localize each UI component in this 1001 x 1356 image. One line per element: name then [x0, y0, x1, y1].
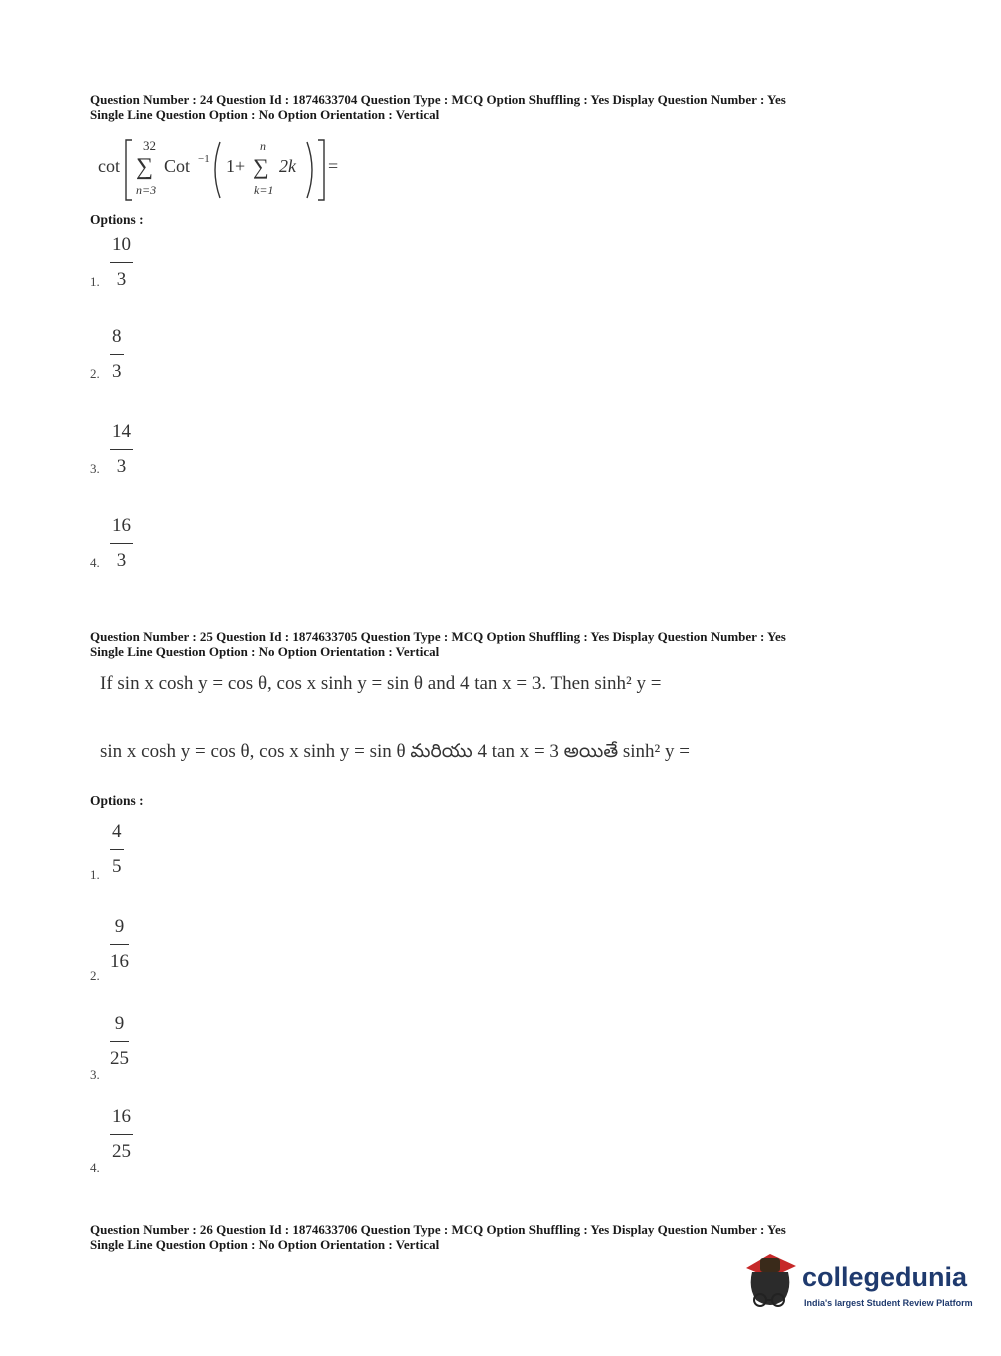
question-meta-line1: Question Number : 25 Question Id : 1874633705 Question Type : MCQ Option Shuffling : Yes Display Question Number : Yes	[90, 629, 786, 644]
formula-cot: cot	[98, 156, 120, 176]
question-meta-line2: Single Line Question Option : No Option Orientation : Vertical	[90, 107, 440, 122]
fraction-denominator: 16	[110, 951, 129, 972]
option-fraction	[110, 515, 133, 572]
mascot-icon	[740, 1248, 804, 1318]
question-meta-line2: Single Line Question Option : No Option Orientation : Vertical	[90, 644, 440, 659]
fraction-denominator: 25	[110, 1048, 129, 1069]
question-meta-line2: Single Line Question Option : No Option Orientation : Vertical	[90, 1237, 440, 1252]
fraction-numerator: 4	[112, 821, 122, 842]
logo-name: collegedunia	[802, 1262, 968, 1292]
formula-one-plus: 1+	[226, 156, 246, 176]
fraction-numerator: 16	[112, 1106, 131, 1127]
formula-inner-term: 2k	[279, 156, 296, 176]
option-3[interactable]	[90, 421, 210, 491]
formula-inner-upper: n	[260, 139, 266, 153]
fraction-denominator: 5	[112, 856, 122, 877]
fraction-denominator: 3	[112, 361, 122, 382]
question-26-meta	[90, 1222, 786, 1252]
option-1[interactable]	[90, 821, 210, 891]
formula-cot-inv: Cot	[164, 156, 191, 176]
option-4[interactable]	[90, 515, 210, 585]
formula-inner-lower: k=1	[254, 183, 274, 197]
option-number: 4.	[90, 1160, 100, 1175]
question-meta-line1: Question Number : 26 Question Id : 1874633706 Question Type : MCQ Option Shuffling : Yes Display Question Number : Yes	[90, 1222, 786, 1237]
option-fraction	[110, 916, 129, 973]
formula-sum-lower: n=3	[136, 183, 157, 197]
option-fraction	[110, 1106, 133, 1163]
question-25-meta	[90, 629, 786, 659]
options-label: Options :	[90, 212, 144, 227]
fraction-denominator: 25	[112, 1141, 131, 1162]
options-label: Options :	[90, 793, 144, 808]
question-25-text-te: sin x cosh y = cos θ, cos x sinh y = sin θ మరియు 4 tan x = 3 అయితే sinh² y =	[100, 741, 690, 762]
logo-tagline: India's largest Student Review Platform	[804, 1298, 973, 1308]
fraction-denominator: 3	[116, 550, 127, 571]
option-fraction	[110, 821, 124, 878]
fraction-numerator: 16	[112, 515, 131, 536]
option-fraction	[110, 421, 133, 478]
question-24-meta	[90, 92, 786, 122]
question-meta-line1: Question Number : 24 Question Id : 1874633704 Question Type : MCQ Option Shuffling : Yes Display Question Number : Yes	[90, 92, 786, 107]
collegedunia-logo[interactable]	[740, 1248, 973, 1318]
option-number: 1.	[90, 274, 100, 289]
option-number: 4.	[90, 555, 100, 570]
fraction-numerator: 10	[112, 234, 131, 255]
option-fraction	[110, 234, 133, 291]
option-3[interactable]	[90, 1013, 210, 1083]
fraction-numerator: 9	[114, 1013, 125, 1034]
option-number: 1.	[90, 867, 100, 882]
fraction-numerator: 8	[112, 326, 122, 347]
fraction-denominator: 3	[116, 456, 127, 477]
option-2[interactable]	[90, 916, 210, 986]
fraction-denominator: 3	[116, 269, 127, 290]
formula-equals: =	[328, 156, 339, 176]
option-number: 3.	[90, 461, 100, 476]
option-number: 2.	[90, 968, 100, 983]
option-4[interactable]	[90, 1106, 210, 1176]
option-fraction	[110, 1013, 129, 1070]
option-number: 3.	[90, 1067, 100, 1082]
question-25-text-en: If sin x cosh y = cos θ, cos x sinh y = sin θ and 4 tan x = 3. Then sinh² y =	[100, 673, 662, 694]
formula-sum-upper: 32	[143, 138, 156, 153]
question-24-formula	[96, 136, 356, 206]
option-1[interactable]	[90, 234, 210, 304]
option-number: 2.	[90, 366, 100, 381]
option-2[interactable]	[90, 326, 210, 396]
fraction-numerator: 14	[112, 421, 131, 442]
inner-sum-symbol: ∑	[253, 154, 269, 179]
fraction-numerator: 9	[114, 916, 125, 937]
formula-inv-exp: −1	[198, 153, 210, 165]
sum-symbol: ∑	[136, 154, 154, 180]
option-fraction	[110, 326, 124, 383]
